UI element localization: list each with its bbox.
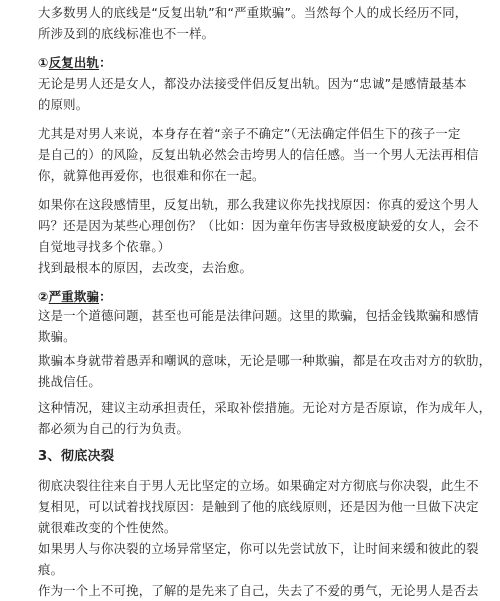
text-line: 如果男人与你决裂的立场异常坚定，你可以先尝试放下，让时间来缓和彼此的裂 xyxy=(38,541,479,556)
text-line: 挑战信任。 xyxy=(38,374,101,389)
text-line: 尤其是对男人来说，本身存在着“亲子不确定”（无法确定伴侣生下的孩子一定 xyxy=(38,126,461,141)
text-line: 找到最根本的原因，去改变，去治愈。 xyxy=(38,260,253,275)
text-line: 这是一个道德问题，甚至也可能是法律问题。这里的欺骗，包括金钱欺骗和感情 xyxy=(38,308,479,323)
point1-title: 反复出轨 xyxy=(48,55,100,70)
point1-number: ① xyxy=(38,55,49,70)
point2-title: 严重欺骗 xyxy=(48,289,100,304)
section3-paragraph-2 xyxy=(38,538,482,601)
point1-heading xyxy=(38,52,482,73)
intro-paragraph xyxy=(38,2,482,44)
text-line: 作为一个上不可挽，了解的是先来了自己，失去了不爱的勇气，无论男人是否去 xyxy=(38,583,479,598)
text-line: 复相见，可以试着找找原因：是触到了他的底线原则，还是因为他一旦做下决定 xyxy=(38,499,479,514)
text-line: 如果你在这段感情里，反复出轨，那么我建议你先找找原因：你真的爱这个男人 xyxy=(38,197,479,212)
point2-number: ② xyxy=(38,289,49,304)
point2-paragraph-3 xyxy=(38,397,492,439)
text-line: 大多数男人的底线是“反复出轨”和“严重欺骗”。当然每个人的成长经历不同， xyxy=(38,5,468,20)
text-line: 彻底决裂往往来自于男人无比坚定的立场。如果确定对方彻底与你决裂，此生不 xyxy=(38,478,479,493)
text-line: 你，就算他再爱你，也很难和你在一起。 xyxy=(38,168,265,183)
text-line: 欺骗。 xyxy=(38,329,76,344)
point2-heading xyxy=(38,286,482,307)
text-line: 的原则。 xyxy=(38,97,89,112)
point1-paragraph-3 xyxy=(38,194,482,257)
point2-paragraph-2 xyxy=(38,350,492,392)
text-line: 吗？还是因为某些心理创伤？（比如：因为童年伤害导致极度缺爱的女人，会不 xyxy=(38,218,479,233)
text-line: 这种情况，建议主动承担责任，采取补偿措施。无论对方是否原谅，作为成年人， xyxy=(38,400,492,415)
text-line: 都必须为自己的行为负责。 xyxy=(38,421,190,436)
point2-colon: ： xyxy=(99,289,112,304)
section3-title: 3、彻底决裂 xyxy=(38,449,115,464)
text-line: 欺骗本身就带着愚弄和嘲讽的意味，无论是哪一种欺骗，都是在攻击对方的软肋， xyxy=(38,353,492,368)
text-line: 就很难改变的个性使然。 xyxy=(38,520,177,535)
point1-paragraph-4 xyxy=(38,257,482,278)
text-line: 自觉地寻找多个依靠。） xyxy=(38,239,171,254)
text-line: 痕。 xyxy=(38,562,64,577)
point2-paragraph-1 xyxy=(38,305,482,347)
point1-paragraph-2 xyxy=(38,123,482,186)
section3-paragraph-1 xyxy=(38,475,482,538)
point1-colon: ： xyxy=(99,55,112,70)
text-line: 无论是男人还是女人，都没办法接受伴侣反复出轨。因为“忠诚”是感情最基本 xyxy=(38,76,467,91)
point1-paragraph-1 xyxy=(38,73,482,115)
text-line: 所涉及到的底线标准也不一样。 xyxy=(38,26,215,41)
text-line: 是自己的）的风险，反复出轨必然会击垮男人的信任感。当一个男人无法再相信 xyxy=(38,147,479,162)
